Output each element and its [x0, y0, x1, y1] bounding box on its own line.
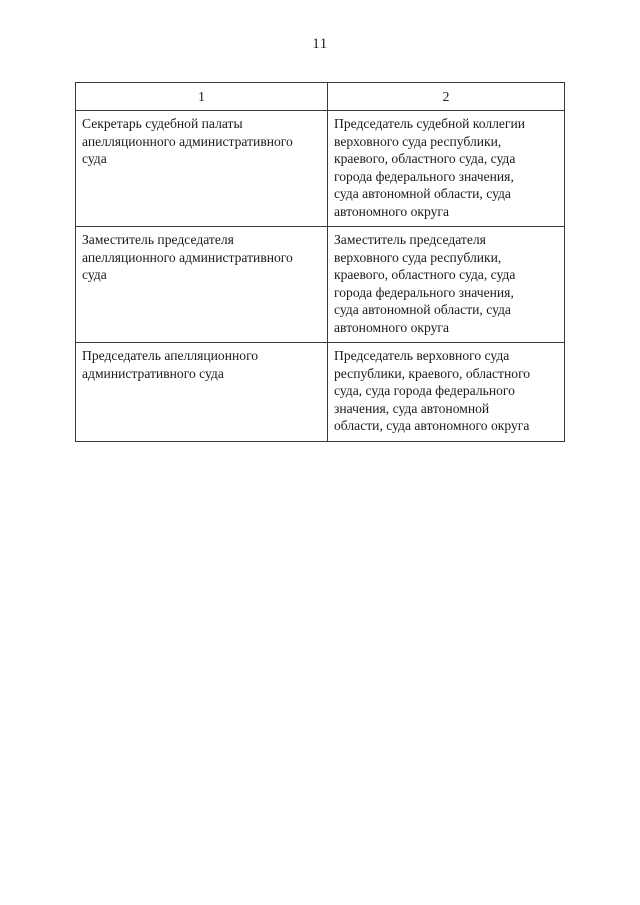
page-number: 11 [312, 36, 328, 52]
cell-text: Председатель апелляционного административного суда [82, 348, 259, 381]
cell-text: Заместитель председателя верховного суда республики, краевого, областного суда, суда города федерального значения, суда автономной области, суда автономного округа [334, 232, 516, 335]
cell-text: Председатель судебной коллегии верховного суда республики, краевого, областного суда, суда города федерального значения, суда автономной области, суда автономного округа [334, 116, 526, 219]
table-cell-position [76, 343, 328, 442]
column-header-1: 1 [76, 83, 328, 111]
cell-text: Председатель верховного суда республики, краевого, областного суда, суда города федерального значения, суда автономной области, суда автономного округа [334, 348, 531, 433]
table-cell-position [76, 227, 328, 343]
cell-text: Заместитель председателя апелляционного административного суда [82, 232, 293, 282]
table-cell-equivalent [328, 343, 565, 442]
table-cell-equivalent [328, 227, 565, 343]
table-cell-position [76, 111, 328, 227]
table-cell-equivalent [328, 111, 565, 227]
table-row [76, 343, 565, 442]
positions-table [75, 82, 565, 442]
cell-text: Секретарь судебной палаты апелляционного административного суда [82, 116, 293, 166]
table-row [76, 227, 565, 343]
column-header-2: 2 [328, 83, 565, 111]
table-row [76, 111, 565, 227]
table-header-row [76, 83, 565, 111]
